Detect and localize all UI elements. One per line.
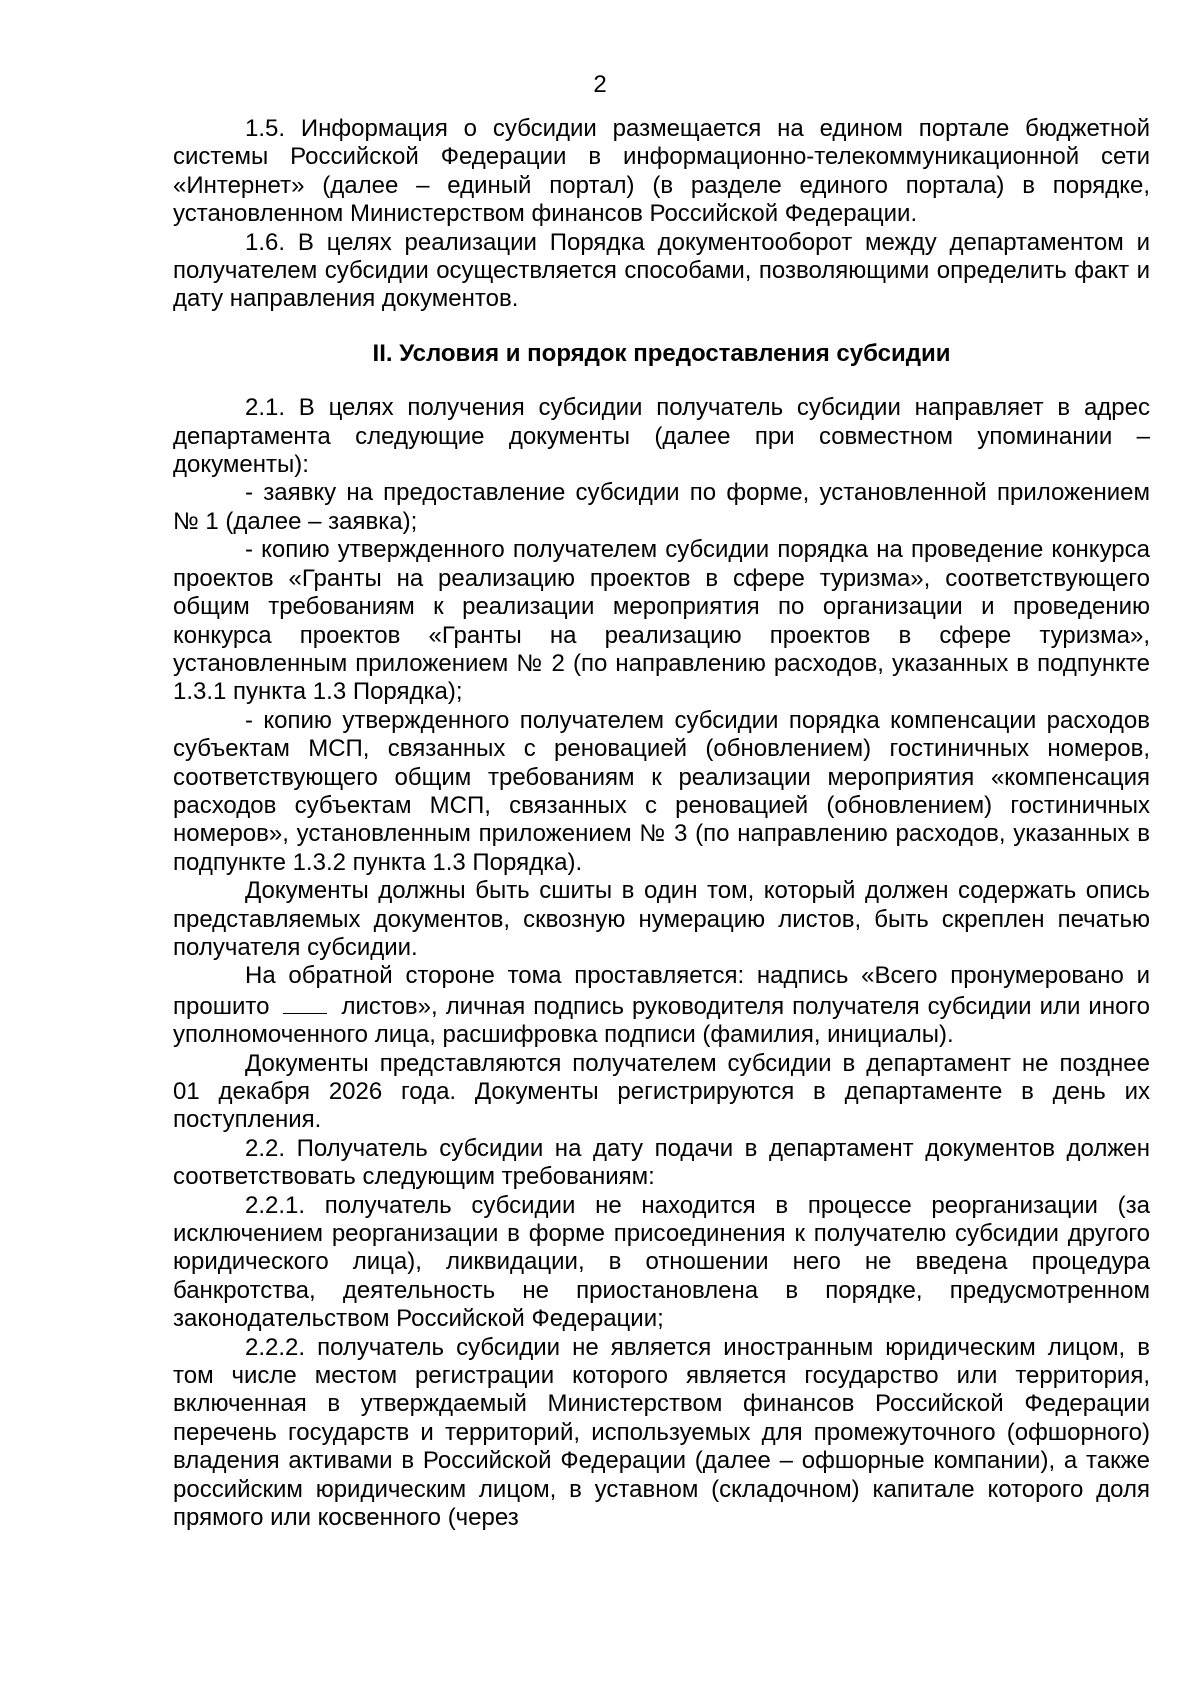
paragraph-reverse-side xyxy=(173,962,1150,1049)
paragraph-deadline: Документы представляются получателем субсидии в департамент не позднее 01 декабря 2026 года. Документы регистрируются в департаменте в день их поступления. xyxy=(173,1049,1150,1134)
section-heading: II. Условия и порядок предоставления субсидии xyxy=(372,339,951,367)
paragraph-2-2-2: 2.2.2. получатель субсидии не является иностранным юридическим лицом, в том числе местом регистрации которого является государство или территория, включенная в утверждаемый Министерством финансов Российской Федерации перечень государств и территорий, используемых для промежуточного (офшорного) владения активами в Российской Федерации (далее – офшорные компании), а также российским юридическим лицом, в уставном (складочном) капитале которого доля прямого или косвенного (через xyxy=(173,1333,1150,1532)
paragraph-1-5: 1.5. Информация о субсидии размещается на едином портале бюджетной системы Российской Федерации в информационно-телекоммуникационной сети «Интернет» (далее – единый портал) (в разделе единого портала) в порядке, установленном Министерством финансов Российской Федерации. xyxy=(173,115,1150,228)
blank-line xyxy=(283,991,327,1014)
paragraph-1-6: 1.6. В целях реализации Порядка документооборот между департаментом и получателем субсидии осуществляется способами, позволяющими определить факт и дату направления документов. xyxy=(173,228,1150,313)
list-item-application: - заявку на предоставление субсидии по форме, установленной приложением № 1 (далее – заявка); xyxy=(173,479,1150,535)
reverse-side-text-after: листов», личная подпись руководителя получателя субсидии или иного уполномоченного лица, расшифровка подписи (фамилия, инициалы). xyxy=(173,992,1150,1049)
list-item-grants-procedure: - копию утвержденного получателем субсидии порядка на проведение конкурса проектов «Гранты на реализацию проектов в сфере туризма», соответствующего общим требованиям к реализации мероприятия по организации и проведению конкурса проектов «Гранты на реализацию проектов в сфере туризма», установленным приложением № 2 (по направлению расходов, указанных в подпункте 1.3.1 пункта 1.3 Порядка); xyxy=(173,536,1150,706)
reverse-side-text-before: На обратной стороне тома проставляется: надпись «Всего пронумеровано и прошито xyxy=(173,962,1150,1020)
paragraph-2-2-1: 2.2.1. получатель субсидии не находится в процессе реорганизации (за исключением реорганизации в форме присоединения к получателю субсидии другого юридического лица), ликвидации, в отношении него не введена процедура банкротства, деятельность не приостановлена в порядке, предусмотренном законодательством Российской Федерации; xyxy=(173,1191,1150,1333)
paragraph-binding-requirements: Документы должны быть сшиты в один том, который должен содержать опись представляемых документов, сквозную нумерацию листов, быть скреплен печатью получателя субсидии. xyxy=(173,877,1150,961)
list-item-compensation-procedure: - копию утвержденного получателем субсидии порядка компенсации расходов субъектам МСП, связанных с реновацией (обновлением) гостиничных номеров, соответствующего общим требованиям к реализации мероприятия «компенсация расходов субъектам МСП, связанных с реновацией (обновлением) гостиничных номеров», установленным приложением № 3 (по направлению расходов, указанных в подпункте 1.3.2 пункта 1.3 Порядка). xyxy=(173,706,1150,876)
page-number: 2 xyxy=(593,71,607,98)
document-body xyxy=(173,115,1150,1533)
paragraph-2-1: 2.1. В целях получения субсидии получатель субсидии направляет в адрес департамента следующие документы (далее при совместном упоминании – документы): xyxy=(173,394,1150,479)
paragraph-2-2: 2.2. Получатель субсидии на дату подачи в департамент документов должен соответствовать следующим требованиям: xyxy=(173,1134,1150,1191)
